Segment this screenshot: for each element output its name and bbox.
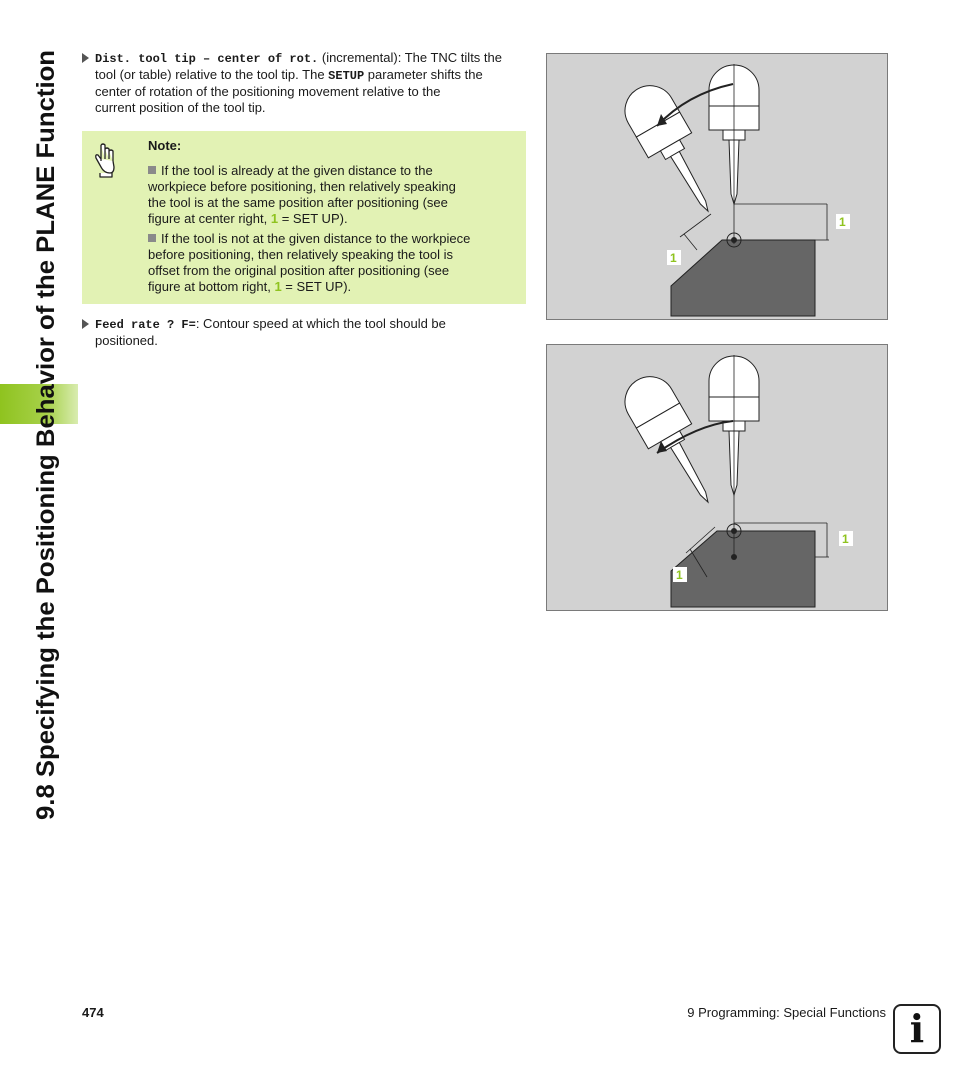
note-text: = SET UP).	[278, 211, 348, 226]
param-text: parameter shifts the	[364, 67, 483, 82]
bullet-triangle-icon	[82, 53, 89, 63]
bullet-triangle-icon	[82, 319, 89, 329]
workpiece	[671, 531, 815, 607]
note-text: before positioning, then relatively speaking the tool is	[148, 247, 453, 262]
figure-same-position	[546, 53, 888, 320]
note-text: If the tool is not at the given distance to the workpiece	[161, 231, 471, 246]
param-dist-tool-tip	[82, 50, 524, 116]
param-text: positioned.	[95, 333, 158, 348]
setup-keyword: SETUP	[328, 69, 365, 83]
note-item	[148, 163, 510, 227]
pointing-hand-icon	[92, 143, 118, 179]
note-text: figure at bottom right,	[148, 279, 275, 294]
param-text: current position of the tool tip.	[95, 100, 266, 115]
info-icon	[893, 1004, 941, 1054]
param-key: Dist. tool tip – center of rot.	[95, 52, 319, 66]
note-text: workpiece before positioning, then relatively speaking	[148, 179, 456, 194]
page-number: 474	[82, 1005, 104, 1020]
setup-label: 1	[670, 251, 677, 265]
figure-offset-position	[546, 344, 888, 611]
setup-number: 1	[274, 279, 282, 294]
param-text: (incremental): The TNC tilts the	[318, 50, 502, 65]
note-text: If the tool is already at the given distance to the	[161, 163, 433, 178]
param-key: Feed rate ? F=	[95, 318, 196, 332]
param-text: center of rotation of the positioning movement relative to the	[95, 84, 441, 99]
square-bullet-icon	[148, 234, 156, 242]
note-text: the tool is at the same position after positioning (see	[148, 195, 448, 210]
workpiece	[671, 240, 815, 316]
side-title-text: 9.8 Specifying the Positioning Behavior of the PLANE Function	[32, 71, 60, 820]
note-text: = SET UP).	[281, 279, 352, 294]
param-text: : Contour speed at which the tool should be	[195, 316, 446, 331]
param-text: tool (or table) relative to the tool tip. The	[95, 67, 329, 82]
note-item	[148, 231, 510, 295]
note-text: figure at center right,	[148, 211, 271, 226]
setup-number: 1	[270, 211, 279, 226]
info-icon-glyph: i	[909, 1006, 925, 1051]
note-text: offset from the original position after positioning (see	[148, 263, 450, 278]
note-title: Note:	[148, 138, 182, 153]
setup-label: 1	[839, 215, 846, 229]
chapter-side-title	[20, 30, 70, 830]
chapter-name: 9 Programming: Special Functions	[687, 1005, 886, 1020]
setup-label: 1	[676, 568, 683, 582]
setup-label: 1	[842, 532, 849, 546]
note-box	[82, 131, 526, 304]
param-feed-rate	[82, 316, 524, 349]
square-bullet-icon	[148, 166, 156, 174]
